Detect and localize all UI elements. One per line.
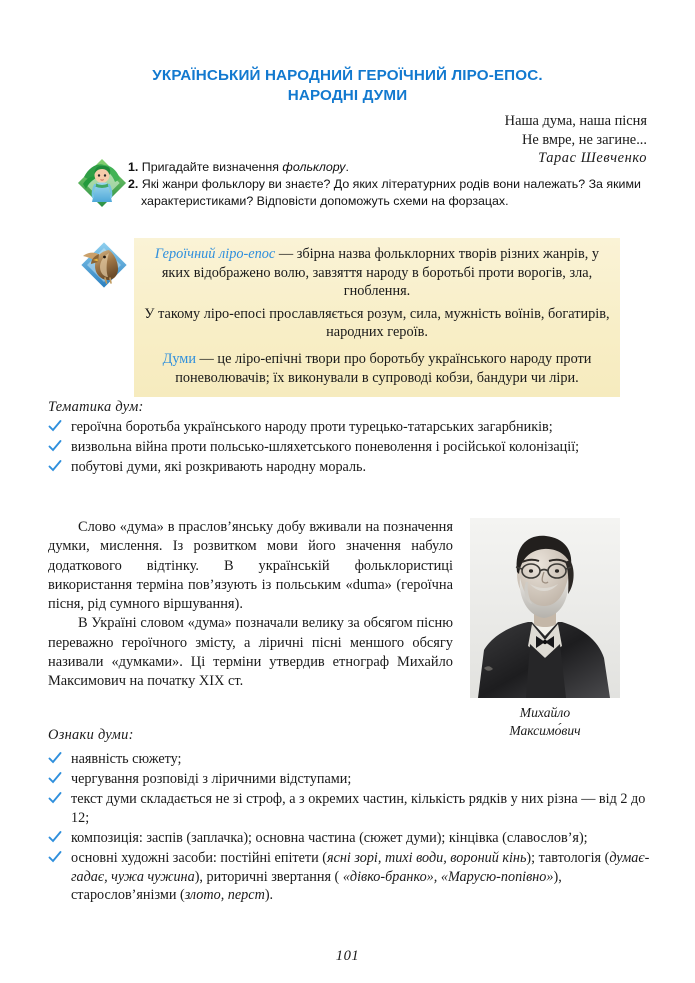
term-heroic-liro-epos: Героїчний ліро-епос <box>154 246 276 262</box>
check-icon <box>48 439 62 453</box>
check-icon <box>48 830 62 844</box>
check-icon <box>48 791 62 805</box>
check-icon <box>48 419 62 433</box>
plain-text: основні художні засоби: постійні епітети ( <box>71 849 327 866</box>
list-item-text: композиція: заспів (заплачка); основна частина (сюжет думи); кінцівка (славослов’я); <box>71 829 588 846</box>
page-title-line1: УКРАЇНСЬКИЙ НАРОДНИЙ ГЕРОЇЧНИЙ ЛІРО-ЕПОС. <box>152 67 543 84</box>
portrait-caption <box>470 704 620 739</box>
portrait-caption-line1: Михайло <box>519 705 571 720</box>
emphasis-text: думає-гадає, чужа чужина <box>71 849 650 885</box>
definition-paragraph-praise <box>143 305 611 342</box>
body-text-column <box>48 518 453 692</box>
definition-paragraph-dumy <box>143 350 611 387</box>
body-paragraph-2: В Україні словом «дума» позначали велику за обсягом пісню переважно героїчного змісту, а ліричні пісні меншого обсягу називали «думками». Ці терміни утвердив етнограф Михайло Максимович на початку XIX ст. <box>48 615 453 690</box>
list-item <box>48 458 652 477</box>
list-item <box>48 790 652 827</box>
task-term: фольклору <box>282 160 346 174</box>
plain-text: ); тавтологія ( <box>526 849 610 866</box>
list-item <box>48 750 652 769</box>
list-item-text: чергування розповіді з ліричними відступами; <box>71 771 352 788</box>
page-title-line2: НАРОДНІ ДУМИ <box>287 87 408 104</box>
falcon-bird-icon <box>79 240 129 290</box>
task-text-tail: . <box>345 160 349 174</box>
list-item <box>48 438 652 457</box>
list-item <box>48 418 652 437</box>
plain-text: ), старослов’янізми ( <box>71 868 562 904</box>
page-number: 101 <box>335 948 360 964</box>
plain-text: ). <box>264 887 274 904</box>
list-item-text: побутові думи, які розкривають народну мораль. <box>71 459 367 476</box>
body-paragraph-1: Слово «дума» в праслов’янську добу вживали на позначення думки, мислення. Із розвитком мови його значення набуло додаткового відтінку. В українській фольклористиці використання терміна пов’язують із польським «duma» (героїчна пісня, рід сумного віршування). <box>48 519 453 613</box>
task-text: Пригадайте визначення <box>141 160 283 174</box>
definition-text-3: — це ліро-епічні твори про боротьбу українського народу проти поневолювачів; їх виконували в супроводі кобзи, бандури чи ліри. <box>175 350 592 386</box>
list-item <box>48 829 652 848</box>
check-icon <box>48 850 62 864</box>
check-icon <box>48 459 62 473</box>
list-item <box>48 849 652 905</box>
tematyka-checklist <box>48 418 652 478</box>
emphasis-text: «дівко-бранко», «Марусю-попівно» <box>342 868 554 885</box>
definition-text-2: У такому ліро-епосі прославляється розум, сила, мужність воїнів, богатирів, народних героїв. <box>144 305 610 341</box>
epigraph-line-1: Наша дума, наша пісня <box>504 113 647 129</box>
definition-text-1: — збірна назва фольклорних творів різних жанрів, у яких відображено волю, завзяття народу в боротьбі проти ворогів, зла, гноблення. <box>161 246 600 300</box>
oznaky-checklist <box>48 750 652 906</box>
portrait-figure <box>470 518 620 739</box>
portrait-image <box>470 518 620 698</box>
emphasis-text: ясні зорі, тихі води, вороний кінь <box>326 849 527 866</box>
portrait-caption-line2: Максимо́вич <box>509 722 581 738</box>
muse-figure-icon <box>76 157 128 209</box>
list-item-text: текст думи складається не зі строф, а з окремих частин, кількість рядків у них різна — від 2 до 12; <box>71 791 646 826</box>
epigraph-author: Тарас Шевченко <box>538 150 647 166</box>
definition-paragraph-heroic-epos <box>143 245 611 301</box>
list-item-text: наявність сюжету; <box>71 751 182 767</box>
check-icon <box>48 771 62 785</box>
plain-text: ), риторичні звертання ( <box>194 868 343 885</box>
list-item-text-rich <box>71 850 649 903</box>
task-number: 1. <box>128 160 139 174</box>
list-item-text: визвольна війна проти польсько-шляхетського поневолення і російської колонізації; <box>71 439 580 456</box>
section-heading-tematyka: Тематика дум: <box>48 399 144 415</box>
term-dumy: Думи <box>162 350 196 367</box>
list-item-text: героїчна боротьба українського народу проти турецько-татарських загарбників; <box>71 419 553 435</box>
task-text: Які жанри фольклору ви знаєте? До яких літературних родів вони належать? За якими характеристиками? Відповісти допоможуть схеми на форзацах. <box>141 177 641 208</box>
page-title <box>0 66 695 106</box>
task-item-2 <box>128 176 676 209</box>
epigraph-line-2: Не вмре, не загине... <box>521 131 647 148</box>
definition-box <box>134 238 620 397</box>
check-icon <box>48 751 62 765</box>
task-item-1 <box>128 159 676 175</box>
emphasis-text: злото, перст <box>184 887 265 904</box>
list-item <box>48 770 652 789</box>
task-number: 2. <box>128 177 139 192</box>
section-heading-oznaky: Ознаки думи: <box>48 727 134 743</box>
task-list <box>128 159 676 210</box>
